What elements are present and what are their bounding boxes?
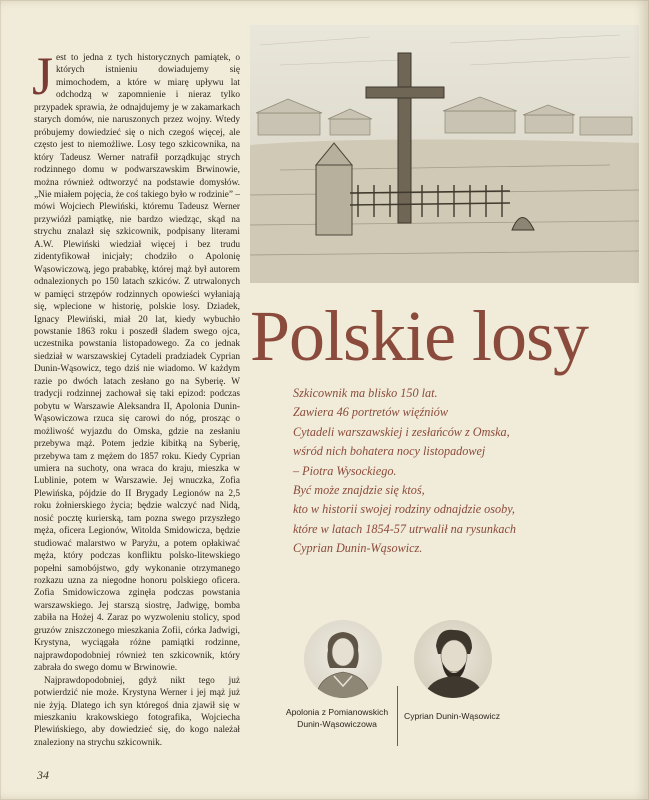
page-number: 34 xyxy=(37,768,49,782)
portrait-caption-left: Apolonia z Pomianowskich Dunin-Wąsowiczowa xyxy=(285,707,389,729)
quote-line: Szkicownik ma blisko 150 lat. xyxy=(293,386,438,400)
quote-line: Cyprian Dunin-Wąsowicz. xyxy=(293,541,423,556)
sketch-cross-grave-drawing xyxy=(250,25,639,283)
article-paragraph-1-text: est to jedna z tych historycznych pamiątek, o których istnieniu dowiadujemy się mimochodem, a które w miarę upływu lat odchodzą w zapomnienie i nieraz tylko przypadek sprawia, że odnajdujemy je w zakamarkach starych domów, nie naruszonych przez wojny. Wtedy próbujemy dowiedzieć się o nich czegoś więcej, ale często jest to niemożliwe. Losy tego szkicownika, na który Tadeusz Werner natrafił porządkując strych rodzinnego domu w podwarszawskim Brwinowie, można również odtworzyć na podstawie domysłów. „Nie miałem pojęcia, że coś takiego było w rodzinie” – mówi Wojciech Plewiński, któremu Tadeusz Werner przywiózł pamiątkę, nie bardzo wiedząc, skąd na strychu znalazł się szkicownik, podpisany literami A.W. Plewiński wiedział więcej i bez trudu zidentyfikował inicjały; chodziło o Apolonię Wąsowiczową, jego prababkę, której mąż był autorem odnalezionych po 150 latach szkiców. Z utrwalonych w pamięci strzępów rodzinnych opowieści wyłaniają się, wplecione w historię, polskie losy. Dziadek, Ignacy Plewiński, miał 20 lat, kiedy wybuchło powstanie 1863 roku i poszedł śladem swego ojca, uczestnika powstania listopadowego. Za co jednak siedział w warszawskiej Cytadeli pradziadek Cyprian Dunin-Wąsowicz, tego dziś nie wiadomo. W każdym razie po dwóch latach zesłano go na Syberię. W tradycji rodzinnej zachował się taki epizod: podczas pobytu w Warszawie Aleksandra II, Apolonia Dunin-Wąsowiczowa rzuca się carowi do nóg, prosząc o możliwość wyjazdu do Omska, gdzie na zesłaniu przebywa mąż. Potem jedzie kibitką na Syberię, przebywa tam z mężem do 1857 roku. Kiedy Cyprian umiera na suchoty, ona wraca do kraju, mieszka w Lublinie, potem w Warszawie. Jej wnuczka, Zofia Plewińska, pójdzie do II Brygady Legionów na 2,5 roku żołnierskiego życia; będzie walczyć nad Nidą, nosić pocztę kurierską, tam pozna swego przyszłego męża, oficera Legionów, Witolda Smidowicza, będzie studiować malarstwo w Paryżu, a potem opłakiwać męża, który podczas konfliktu polsko-litewskiego popełni samobójstwo, gdy wykonanie otrzymanego rozkazu uzna za niegodne honoru polskiego oficera. Zofia Smidowiczowa zginęła podczas powstania warszawskiego. Jej starszą siostrę, Jadwigę, bomba zabiła na Hożej 4. Zaraz po wyzwoleniu stolicy, spod gruzów zniszczonego mieszkania Zofii, córka Jadwigi, Krystyna, wyciągała różne pamiątki rodzinne, najprawdopodobniej również ten szkicownik, który zabrała do swego domu w Brwinowie. xyxy=(34,53,241,674)
quote-line: wśród nich bohatera nocy listopadowej xyxy=(293,444,486,459)
quote-line: Być może znajdzie się ktoś, xyxy=(293,483,425,498)
quote-line: kto w historii swojej rodziny odnajdzie osoby, xyxy=(293,502,515,517)
article-title: Polskie losy xyxy=(250,296,589,376)
portrait-apolonia xyxy=(304,620,382,698)
caption-divider xyxy=(397,686,398,746)
portrait-caption-right: Cyprian Dunin-Wąsowicz xyxy=(404,711,500,721)
quote-line: Zawiera 46 portretów więźniów xyxy=(293,405,448,420)
man-portrait-drawing xyxy=(414,620,492,698)
sketch-illustration xyxy=(250,25,639,283)
article-body xyxy=(32,46,241,749)
pull-quote xyxy=(293,384,633,559)
article-paragraph-1 xyxy=(32,46,241,675)
drop-cap: J xyxy=(32,46,54,106)
article-paragraph-2: Najprawdopodobniej, gdyż nikt tego już potwierdzić nie może. Krystyna Werner i jej mąż już nie żyją. Dlatego ich syn któregoś dnia zjawił się w mieszkaniu krakowskiego fotografika, Wojciecha Plewińskiego, aby dowiedzieć się, do kogo należał znaleziony na strychu szkicownik. xyxy=(34,675,240,748)
portrait-cyprian xyxy=(414,620,492,698)
quote-line: które w latach 1854-57 utrwalił na rysunkach xyxy=(293,521,516,536)
quote-line: – Piotra Wysockiego. xyxy=(293,463,397,478)
quote-line: Cytadeli warszawskiej i zesłańców z Omska, xyxy=(293,424,510,439)
woman-portrait-drawing xyxy=(304,620,382,698)
